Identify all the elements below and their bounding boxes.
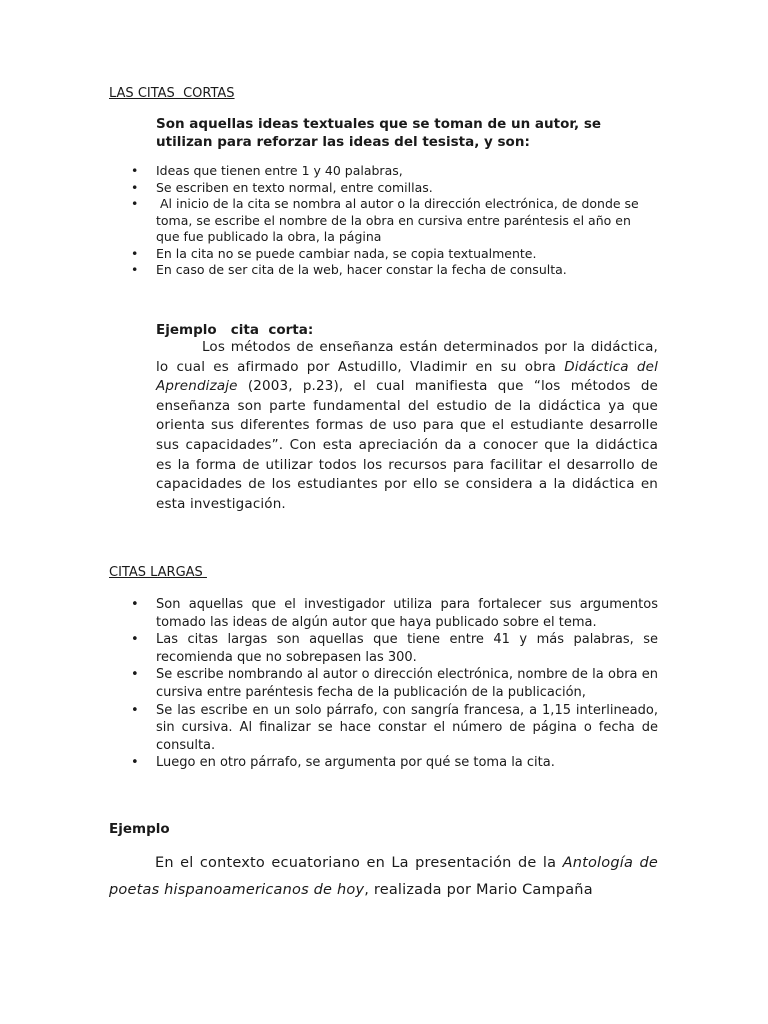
list-item: • Se escriben en texto normal, entre comillas. [131,179,433,195]
work-title: Antología de poetas hispanoamericanos de hoy [109,855,658,898]
list-item: • Se escribe nombrando al autor o dirección electrónica, nombre de la obra en cursiva entre paréntesis fecha de la publicación de la publicación, [131,667,658,700]
example-paragraph-cita-larga: En el contexto ecuatoriano en La presentación de la Antología de poetas hispanoamericanos de hoy, realizada por Mario Campaña [109,855,658,898]
citas-cortas-intro: Son aquellas ideas textuales que se toman de un autor, se utilizan para reforzar las ideas del tesista, y son: [156,116,602,150]
bullet-icon: • [131,597,139,612]
list-item: • Al inicio de la cita se nombra al autor o la dirección electrónica, de donde se toma, se escribe el nombre de la obra en cursiva entre paréntesis el año en que fue publicado la obra, la página [131,196,643,244]
bullet-icon: • [131,667,139,683]
section-heading-citas-largas: CITAS LARGAS [109,565,207,580]
list-item: • Se las escribe en un solo párrafo, con sangría francesa, a 1,15 interlineado, sin cursiva. Al finalizar se hace constar el número de página o fecha de consulta. [131,702,658,753]
list-item: • Ideas que tienen entre 1 y 40 palabras, [131,163,403,178]
list-item: • En la cita no se puede cambiar nada, se copia textualmente. [131,245,537,261]
bullet-icon: • [131,196,139,211]
example-label-cita-larga: Ejemplo [109,821,170,837]
list-item: • Luego en otro párrafo, se argumenta por qué se toma la cita. [131,755,555,771]
bullet-icon: • [131,179,139,195]
section-heading-citas-cortas: LAS CITAS CORTAS [109,86,235,101]
list-item: • Las citas largas son aquellas que tiene entre 41 y más palabras, se recomienda que no sobrepasen las 300. [131,632,658,665]
work-title: Didáctica del Aprendizaje [156,358,658,395]
bullet-icon: • [131,702,139,718]
bullet-icon: • [131,163,139,178]
example-label-cita-corta: Ejemplo cita corta: [156,322,314,338]
list-item: • En caso de ser cita de la web, hacer constar la fecha de consulta. [131,262,567,277]
list-item: • Son aquellas que el investigador utiliza para fortalecer sus argumentos tomado las ideas de algún autor que haya publicado sobre el tema. [131,597,658,630]
bullet-icon: • [131,632,139,648]
citas-cortas-list [131,163,656,279]
bullet-icon: • [131,755,139,771]
bullet-icon: • [131,245,139,261]
citas-largas-list [131,596,658,772]
bullet-icon: • [131,262,139,277]
example-paragraph-cita-corta: Los métodos de enseñanza están determinados por la didáctica, lo cual es afirmado por Astudillo, Vladimir en su obra Didáctica del Aprendizaje (2003, p.23), el cual manifiesta que “los métodos de enseñanza son parte fundamental del estudio de la didáctica ya que orienta sus diferentes formas de uso para que el estudiante desarrolle sus capacidades”. Con esta apreciación da a conocer que la didáctica es la forma de utilizar todos los recursos para facilitar el desarrollo de capacidades de los estudiantes por ello se considera a la didáctica en esta investigación. [156,339,658,512]
